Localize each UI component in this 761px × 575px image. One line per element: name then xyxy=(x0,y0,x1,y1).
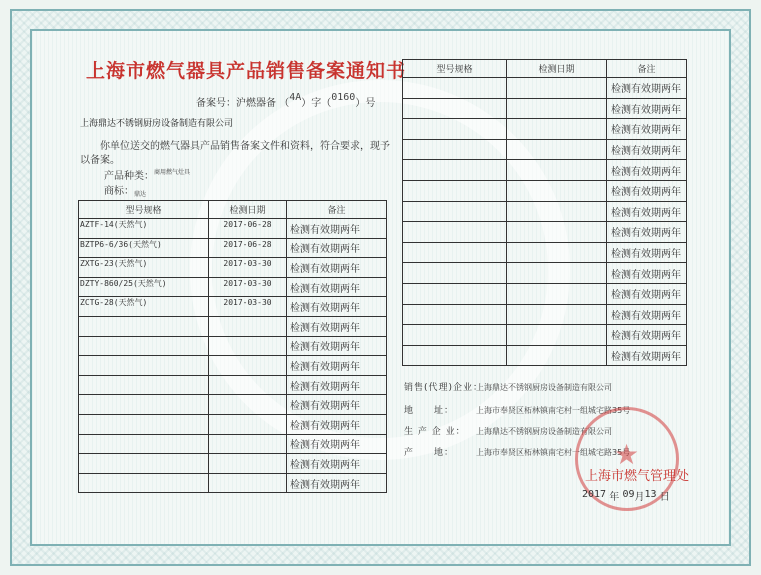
model-cell xyxy=(79,395,209,415)
model-cell xyxy=(403,78,507,99)
model-cell: ZCTG-28(天然气) xyxy=(79,297,209,317)
note-cell: 检测有效期两年 xyxy=(287,375,387,395)
table-header-row xyxy=(403,60,687,78)
date-cell xyxy=(209,454,287,474)
date-cell: 2017-06-28 xyxy=(209,219,287,239)
note-cell: 检测有效期两年 xyxy=(607,119,687,140)
note-cell: 检测有效期两年 xyxy=(607,139,687,160)
note-cell: 检测有效期两年 xyxy=(287,238,387,258)
date-cell xyxy=(209,316,287,336)
model-cell xyxy=(79,356,209,376)
sales-address: 地 址： 上海市奉贤区柘林镇南宅村一组城宅路35号 xyxy=(404,406,631,416)
table-row xyxy=(79,375,387,395)
table-row xyxy=(79,258,387,278)
table-row xyxy=(403,98,687,119)
model-cell xyxy=(403,263,507,284)
table-row xyxy=(403,180,687,201)
note-cell: 检测有效期两年 xyxy=(287,219,387,239)
table-row xyxy=(79,297,387,317)
date-cell xyxy=(507,242,607,263)
model-cell xyxy=(79,434,209,454)
date-cell xyxy=(209,473,287,493)
date-cell xyxy=(507,304,607,325)
note-cell: 检测有效期两年 xyxy=(607,263,687,284)
date-cell xyxy=(507,180,607,201)
table-row xyxy=(403,325,687,346)
note-cell: 检测有效期两年 xyxy=(287,454,387,474)
notice-body-text: 你单位送交的燃气器具产品销售备案文件和资料，符合要求，现予以备案。 xyxy=(80,141,390,166)
header-note: 备注 xyxy=(607,60,687,78)
header-note: 备注 xyxy=(287,201,387,219)
model-cell xyxy=(403,119,507,140)
note-cell: 检测有效期两年 xyxy=(287,356,387,376)
date-cell xyxy=(507,119,607,140)
table-row xyxy=(79,277,387,297)
note-cell: 检测有效期两年 xyxy=(287,277,387,297)
date-cell: 2017-03-30 xyxy=(209,277,287,297)
note-cell: 检测有效期两年 xyxy=(607,98,687,119)
model-cell: BZTP6-6/36(天然气) xyxy=(79,238,209,258)
seal-star-icon: ★ xyxy=(614,438,640,471)
date-cell xyxy=(507,325,607,346)
date-cell xyxy=(507,160,607,181)
registration-year-code: 4A xyxy=(289,92,302,103)
model-cell xyxy=(403,283,507,304)
note-cell: 检测有效期两年 xyxy=(607,201,687,222)
table-row xyxy=(79,336,387,356)
table-row xyxy=(79,434,387,454)
note-cell: 检测有效期两年 xyxy=(607,283,687,304)
document-title: 上海市燃气器具产品销售备案通知书 xyxy=(86,60,407,82)
note-cell: 检测有效期两年 xyxy=(607,304,687,325)
note-cell: 检测有效期两年 xyxy=(607,325,687,346)
table-row xyxy=(403,263,687,284)
note-cell: 检测有效期两年 xyxy=(287,297,387,317)
table-row xyxy=(79,238,387,258)
header-date: 检测日期 xyxy=(209,201,287,219)
recipient-company: 上海鼎达不锈钢厨房设备制造有限公司 xyxy=(80,119,234,129)
table-row xyxy=(79,219,387,239)
date-cell: 2017-03-30 xyxy=(209,258,287,278)
registration-serial: 0160 xyxy=(331,92,356,103)
note-cell: 检测有效期两年 xyxy=(607,160,687,181)
model-cell xyxy=(403,304,507,325)
header-model: 型号规格 xyxy=(403,60,507,78)
table-header-row xyxy=(79,201,387,219)
table-row xyxy=(79,414,387,434)
table-row xyxy=(403,222,687,243)
model-cell xyxy=(403,222,507,243)
model-cell xyxy=(403,139,507,160)
date-cell xyxy=(209,356,287,376)
table-row xyxy=(403,139,687,160)
model-cell xyxy=(403,98,507,119)
left-product-table xyxy=(78,200,387,493)
table-row xyxy=(403,242,687,263)
product-type: 产品种类：$^{商用燃气灶具}$ xyxy=(104,169,191,182)
model-cell: AZTF-14(天然气) xyxy=(79,219,209,239)
table-row xyxy=(79,395,387,415)
model-cell: DZTY-860/25(天然气) xyxy=(79,277,209,297)
note-cell: 检测有效期两年 xyxy=(287,258,387,278)
date-cell: 2017-06-28 xyxy=(209,238,287,258)
table-row xyxy=(79,473,387,493)
table-row xyxy=(79,454,387,474)
header-model: 型号规格 xyxy=(79,201,209,219)
note-cell: 检测有效期两年 xyxy=(287,414,387,434)
issuing-authority: 上海市燃气管理处 xyxy=(585,469,690,484)
date-cell xyxy=(507,345,607,366)
table-row xyxy=(79,316,387,336)
model-cell xyxy=(403,201,507,222)
date-cell xyxy=(507,98,607,119)
date-cell xyxy=(209,336,287,356)
producer-address: 产 地： 上海市奉贤区柘林镇南宅村一组城宅路35号 xyxy=(404,448,631,458)
brand: 商标：$_{鼎达}$ xyxy=(104,186,147,198)
note-cell: 检测有效期两年 xyxy=(287,316,387,336)
date-cell xyxy=(507,201,607,222)
note-cell: 检测有效期两年 xyxy=(607,345,687,366)
table-row xyxy=(79,356,387,376)
table-row xyxy=(403,345,687,366)
model-cell xyxy=(79,316,209,336)
sales-enterprise: 销售(代理)企业：上海鼎达不锈钢厨房设备制造有限公司 xyxy=(404,383,612,393)
model-cell xyxy=(79,375,209,395)
right-product-table xyxy=(402,59,687,366)
date-cell xyxy=(209,395,287,415)
registration-number: 备案号：沪燃器备 （4A）字（0160）号 xyxy=(196,92,376,109)
model-cell xyxy=(403,325,507,346)
model-cell xyxy=(403,180,507,201)
table-row xyxy=(403,160,687,181)
note-cell: 检测有效期两年 xyxy=(287,336,387,356)
model-cell xyxy=(79,336,209,356)
note-cell: 检测有效期两年 xyxy=(287,473,387,493)
date-cell xyxy=(507,263,607,284)
issue-date: 2017 年 09月13 日 xyxy=(582,489,670,503)
model-cell: ZXTG-23(天然气) xyxy=(79,258,209,278)
note-cell: 检测有效期两年 xyxy=(607,222,687,243)
note-cell: 检测有效期两年 xyxy=(607,242,687,263)
table-row xyxy=(403,78,687,99)
date-cell xyxy=(209,434,287,454)
date-cell xyxy=(507,222,607,243)
date-cell: 2017-03-30 xyxy=(209,297,287,317)
note-cell: 检测有效期两年 xyxy=(607,180,687,201)
note-cell: 检测有效期两年 xyxy=(287,395,387,415)
date-cell xyxy=(507,78,607,99)
date-cell xyxy=(507,139,607,160)
date-cell xyxy=(209,375,287,395)
table-row xyxy=(403,304,687,325)
model-cell xyxy=(403,160,507,181)
model-cell xyxy=(79,473,209,493)
model-cell xyxy=(79,414,209,434)
date-cell xyxy=(209,414,287,434)
table-row xyxy=(403,283,687,304)
table-row xyxy=(403,201,687,222)
note-cell: 检测有效期两年 xyxy=(607,78,687,99)
model-cell xyxy=(79,454,209,474)
header-date: 检测日期 xyxy=(507,60,607,78)
model-cell xyxy=(403,345,507,366)
producer-enterprise: 生 产 企 业： 上海鼎达不锈钢厨房设备制造有限公司 xyxy=(404,427,612,437)
table-row xyxy=(403,119,687,140)
model-cell xyxy=(403,242,507,263)
date-cell xyxy=(507,283,607,304)
note-cell: 检测有效期两年 xyxy=(287,434,387,454)
